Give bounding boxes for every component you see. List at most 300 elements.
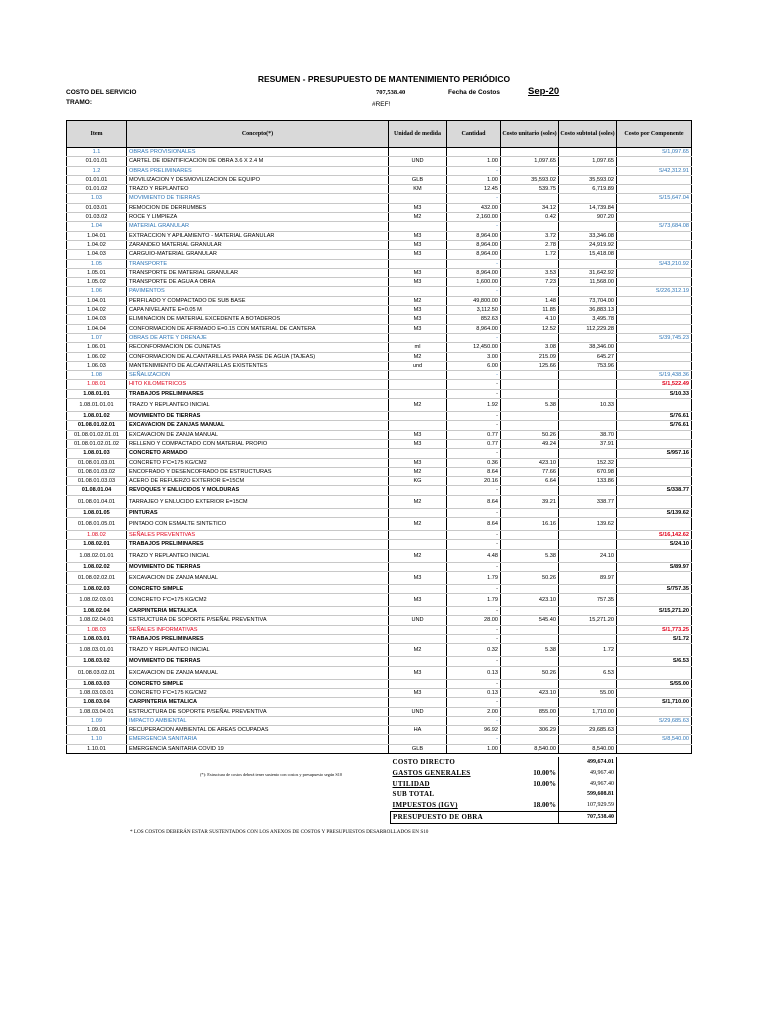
- table-row: [67, 530, 692, 539]
- summary-value: 49,967.40: [559, 779, 617, 790]
- row-unidad: [389, 194, 447, 203]
- row-unidad: UND: [389, 616, 447, 625]
- table-row: [67, 666, 692, 679]
- row-unidad: M3: [389, 203, 447, 212]
- summary-label: UTILIDAD: [392, 779, 430, 788]
- row-costo-componente: [617, 399, 692, 412]
- row-concepto: TRABAJOS PRELIMINARES: [127, 635, 389, 644]
- summary-value: 599,608.81: [559, 789, 617, 800]
- table-row: [67, 716, 692, 725]
- row-concepto: OBRAS PROVISIONALES: [127, 148, 389, 157]
- row-costo-subtotal: [559, 584, 617, 593]
- costo-servicio-value: 707,538.40: [376, 89, 406, 96]
- row-unidad: [389, 287, 447, 296]
- table-row: [67, 240, 692, 249]
- table-row: [67, 495, 692, 508]
- row-concepto: TRAZO Y REPLANTEO: [127, 185, 389, 194]
- row-unidad: KM: [389, 185, 447, 194]
- row-costo-unitario: 8,540.00: [501, 744, 559, 753]
- row-costo-unitario: 125.66: [501, 361, 559, 370]
- row-cantidad: 432.00: [447, 203, 501, 212]
- row-concepto: RECONFORMACION DE CUNETAS: [127, 343, 389, 352]
- row-concepto: MOVILIZACION Y DESMOVILIZACION DE EQUIPO: [127, 175, 389, 184]
- table-row: [67, 430, 692, 439]
- row-unidad: M2: [389, 213, 447, 222]
- row-costo-unitario: 5.38: [501, 399, 559, 412]
- row-item: 1.08.02: [67, 530, 127, 539]
- row-costo-unitario: 3.53: [501, 268, 559, 277]
- row-concepto: EXTRACCION Y APILAMIENTO - MATERIAL GRANULAR: [127, 231, 389, 240]
- row-concepto: CONFORMACION DE AFIRMADO E=0.15 CON MATERIAL DE CANTERA: [127, 324, 389, 333]
- row-costo-componente: S/957.16: [617, 449, 692, 458]
- row-costo-componente: S/16,142.62: [617, 530, 692, 539]
- row-item: 01.08.01.03.02: [67, 467, 127, 476]
- row-concepto: ROCE Y LIMPIEZA: [127, 213, 389, 222]
- table-row: [67, 635, 692, 644]
- row-item: 1.06: [67, 287, 127, 296]
- row-item: 01.03.02: [67, 213, 127, 222]
- row-cantidad: -: [447, 716, 501, 725]
- row-costo-subtotal: 670.98: [559, 467, 617, 476]
- row-item: 1.05: [67, 259, 127, 268]
- row-costo-unitario: 423.10: [501, 594, 559, 607]
- row-item: 1.08.02.01.01: [67, 549, 127, 562]
- summary-percent: 10.00%: [533, 768, 556, 777]
- row-costo-unitario: 1.48: [501, 296, 559, 305]
- row-unidad: M2: [389, 467, 447, 476]
- row-concepto: ELIMINACION DE MATERIAL EXCEDENTE A BOTADEROS: [127, 315, 389, 324]
- row-item: 1.08.01.03: [67, 449, 127, 458]
- row-unidad: [389, 625, 447, 634]
- row-concepto: CONCRETO SIMPLE: [127, 679, 389, 688]
- fecha-costos-label: Fecha de Costos: [448, 89, 501, 96]
- row-unidad: [389, 508, 447, 517]
- row-cantidad: -: [447, 287, 501, 296]
- row-costo-unitario: [501, 657, 559, 666]
- row-costo-unitario: [501, 679, 559, 688]
- row-concepto: IMPACTO AMBIENTAL: [127, 716, 389, 725]
- row-cantidad: -: [447, 380, 501, 389]
- table-row: [67, 194, 692, 203]
- row-costo-unitario: [501, 508, 559, 517]
- row-unidad: [389, 421, 447, 430]
- row-item: 1.08.03.03: [67, 679, 127, 688]
- row-concepto: MOVIMIENTO DE TIERRAS: [127, 562, 389, 571]
- row-costo-componente: [617, 352, 692, 361]
- costo-servicio-label: COSTO DEL SERVICIO: [66, 89, 137, 96]
- row-item: 1.04.02: [67, 240, 127, 249]
- summary-value: 707,538.40: [559, 811, 617, 823]
- row-concepto: OBRAS DE ARTE Y DRENAJE: [127, 333, 389, 342]
- row-concepto: TRAZO Y REPLANTEO INICIAL: [127, 399, 389, 412]
- row-cantidad: 28.00: [447, 616, 501, 625]
- table-row: [67, 449, 692, 458]
- row-costo-componente: S/76.61: [617, 421, 692, 430]
- table-row: [67, 679, 692, 688]
- row-costo-unitario: [501, 562, 559, 571]
- row-costo-componente: [617, 666, 692, 679]
- budget-table-body: [67, 148, 692, 754]
- row-costo-subtotal: [559, 716, 617, 725]
- row-unidad: [389, 735, 447, 744]
- row-costo-componente: S/19,438.36: [617, 371, 692, 380]
- row-unidad: M2: [389, 517, 447, 530]
- row-costo-unitario: [501, 389, 559, 398]
- row-unidad: M2: [389, 549, 447, 562]
- row-unidad: M3: [389, 439, 447, 448]
- row-costo-componente: [617, 185, 692, 194]
- row-unidad: M2: [389, 644, 447, 657]
- row-costo-componente: [617, 477, 692, 486]
- row-costo-componente: [617, 324, 692, 333]
- row-costo-subtotal: [559, 380, 617, 389]
- row-cantidad: 1.79: [447, 594, 501, 607]
- row-costo-componente: [617, 707, 692, 716]
- row-costo-subtotal: 6,719.89: [559, 185, 617, 194]
- row-cantidad: 3,112.50: [447, 306, 501, 315]
- table-row: [67, 607, 692, 616]
- table-row: [67, 166, 692, 175]
- budget-table: [66, 120, 692, 754]
- row-costo-unitario: [501, 371, 559, 380]
- row-item: 01.03.01: [67, 203, 127, 212]
- row-costo-componente: [617, 250, 692, 259]
- summary-label: SUB TOTAL: [392, 790, 435, 799]
- table-row: [67, 389, 692, 398]
- col-header-unidad: Unidad de medida: [389, 121, 447, 148]
- row-costo-componente: [617, 343, 692, 352]
- row-unidad: HA: [389, 726, 447, 735]
- row-unidad: [389, 716, 447, 725]
- row-item: 01.01.01: [67, 157, 127, 166]
- summary-value: 107,929.59: [559, 800, 617, 811]
- row-costo-unitario: [501, 449, 559, 458]
- row-concepto: TRAZO Y REPLANTEO INICIAL: [127, 549, 389, 562]
- row-cantidad: 1.00: [447, 157, 501, 166]
- row-concepto: CONCRETO F'C=175 KG/CM2: [127, 688, 389, 697]
- row-concepto: OBRAS PRELIMINARES: [127, 166, 389, 175]
- table-row: [67, 421, 692, 430]
- row-costo-unitario: 6.64: [501, 477, 559, 486]
- row-costo-subtotal: 3,495.78: [559, 315, 617, 324]
- summary-percent: 18.00%: [533, 801, 556, 810]
- row-item: 1.08.02.04.01: [67, 616, 127, 625]
- summary-row: [391, 768, 617, 779]
- row-concepto: REMOCION DE DERRUMBES: [127, 203, 389, 212]
- row-concepto: TARRAJEO Y ENLUCIDO EXTERIOR E=15CM: [127, 495, 389, 508]
- row-item: 1.08.01: [67, 380, 127, 389]
- row-unidad: [389, 584, 447, 593]
- row-unidad: [389, 148, 447, 157]
- row-concepto: CONCRETO ARMADO: [127, 449, 389, 458]
- row-concepto: CONCRETO SIMPLE: [127, 584, 389, 593]
- row-concepto: EMERGENCIA SANITARIA COVID 19: [127, 744, 389, 753]
- row-costo-componente: [617, 744, 692, 753]
- row-costo-unitario: [501, 540, 559, 549]
- row-costo-unitario: 49.24: [501, 439, 559, 448]
- row-cantidad: -: [447, 679, 501, 688]
- summary-row: [391, 811, 617, 823]
- table-row: [67, 352, 692, 361]
- row-item: 1.08.01.05: [67, 508, 127, 517]
- table-row: [67, 361, 692, 370]
- row-cantidad: 8,964.00: [447, 268, 501, 277]
- summary-label: COSTO DIRECTO: [392, 758, 456, 766]
- row-costo-unitario: [501, 222, 559, 231]
- table-row: [67, 399, 692, 412]
- structure-note: (*): Estructura de costos deberá tener sustento con costos y presupuesto según S10: [200, 772, 343, 777]
- row-costo-subtotal: 1,710.00: [559, 707, 617, 716]
- row-cantidad: 1.79: [447, 571, 501, 584]
- row-cantidad: 0.13: [447, 688, 501, 697]
- row-costo-componente: [617, 517, 692, 530]
- row-cantidad: -: [447, 333, 501, 342]
- table-row: [67, 268, 692, 277]
- row-item: 01.08.01.03.03: [67, 477, 127, 486]
- row-costo-subtotal: 33,346.08: [559, 231, 617, 240]
- row-unidad: [389, 259, 447, 268]
- summary-row: [391, 789, 617, 800]
- row-costo-componente: [617, 430, 692, 439]
- row-costo-unitario: [501, 287, 559, 296]
- row-costo-unitario: 306.29: [501, 726, 559, 735]
- row-item: 01.08.01.03.01: [67, 458, 127, 467]
- row-costo-subtotal: 36,883.13: [559, 306, 617, 315]
- row-concepto: CAPA NIVELANTE E=0.05 M: [127, 306, 389, 315]
- footer-note: * LOS COSTOS DEBERÁN ESTAR SUSTENTADOS CON LOS ANEXOS DE COSTOS Y PRESUPUESTOS DESARROLLADOS EN S10: [130, 829, 429, 835]
- row-item: 1.08.03.04: [67, 698, 127, 707]
- table-row: [67, 486, 692, 495]
- row-costo-subtotal: [559, 635, 617, 644]
- row-item: 01.08.02.02.01: [67, 571, 127, 584]
- row-item: 1.04: [67, 222, 127, 231]
- row-costo-subtotal: 29,685.63: [559, 726, 617, 735]
- row-concepto: EXCAVACION DE ZANJA MANUAL: [127, 430, 389, 439]
- row-costo-subtotal: 907.20: [559, 213, 617, 222]
- table-row: [67, 259, 692, 268]
- row-unidad: M3: [389, 278, 447, 287]
- table-row: [67, 571, 692, 584]
- row-item: 1.04.01: [67, 296, 127, 305]
- row-costo-unitario: 4.10: [501, 315, 559, 324]
- row-item: 01.08.01.05.01: [67, 517, 127, 530]
- row-unidad: M2: [389, 352, 447, 361]
- table-row: [67, 380, 692, 389]
- row-unidad: [389, 635, 447, 644]
- row-cantidad: 8,964.00: [447, 240, 501, 249]
- row-cantidad: 0.32: [447, 644, 501, 657]
- row-costo-componente: [617, 231, 692, 240]
- row-item: 1.04.01: [67, 231, 127, 240]
- row-unidad: M3: [389, 458, 447, 467]
- row-costo-unitario: 16.16: [501, 517, 559, 530]
- row-cantidad: -: [447, 698, 501, 707]
- row-item: 1.08.03.01: [67, 635, 127, 644]
- row-concepto: PAVIMENTOS: [127, 287, 389, 296]
- row-unidad: und: [389, 361, 447, 370]
- row-costo-unitario: 539.75: [501, 185, 559, 194]
- row-costo-subtotal: [559, 562, 617, 571]
- row-unidad: M3: [389, 240, 447, 249]
- row-costo-componente: [617, 306, 692, 315]
- row-costo-unitario: [501, 486, 559, 495]
- row-item: 01.01.01: [67, 175, 127, 184]
- row-item: 1.10.01: [67, 744, 127, 753]
- row-unidad: M2: [389, 399, 447, 412]
- row-concepto: EXCAVACION DE ZANJA MANUAL: [127, 571, 389, 584]
- row-item: 01.08.01.02.01.02: [67, 439, 127, 448]
- row-cantidad: -: [447, 508, 501, 517]
- row-costo-unitario: 215.09: [501, 352, 559, 361]
- row-unidad: [389, 371, 447, 380]
- summary-percent: [509, 757, 559, 768]
- row-costo-componente: [617, 157, 692, 166]
- row-item: 1.04.03: [67, 315, 127, 324]
- row-item: 1.04.04: [67, 324, 127, 333]
- row-costo-unitario: [501, 380, 559, 389]
- row-cantidad: -: [447, 222, 501, 231]
- row-costo-componente: S/42,312.91: [617, 166, 692, 175]
- row-concepto: RELLENO Y COMPACTADO CON MATERIAL PROPIO: [127, 439, 389, 448]
- row-item: 1.08: [67, 371, 127, 380]
- row-concepto: CONCRETO F'C=175 KG/CM2: [127, 594, 389, 607]
- table-row: [67, 726, 692, 735]
- row-costo-componente: [617, 549, 692, 562]
- row-item: 1.2: [67, 166, 127, 175]
- row-unidad: M3: [389, 306, 447, 315]
- row-costo-unitario: [501, 421, 559, 430]
- row-unidad: [389, 449, 447, 458]
- table-row: [67, 231, 692, 240]
- table-row: [67, 549, 692, 562]
- row-concepto: ZARANDEO MATERIAL GRANULAR: [127, 240, 389, 249]
- table-row: [67, 594, 692, 607]
- row-costo-subtotal: [559, 194, 617, 203]
- row-cantidad: 1,600.00: [447, 278, 501, 287]
- row-concepto: ENCOFRADO Y DESENCOFRADO DE ESTRUCTURAS: [127, 467, 389, 476]
- row-unidad: M2: [389, 495, 447, 508]
- row-costo-componente: [617, 439, 692, 448]
- row-costo-subtotal: [559, 166, 617, 175]
- table-row: [67, 343, 692, 352]
- row-costo-componente: S/15,647.04: [617, 194, 692, 203]
- row-costo-componente: [617, 495, 692, 508]
- row-cantidad: -: [447, 540, 501, 549]
- row-concepto: TRABAJOS PRELIMINARES: [127, 389, 389, 398]
- summary-percent: 10.00%: [533, 779, 556, 788]
- row-costo-subtotal: 24,919.92: [559, 240, 617, 249]
- row-unidad: M3: [389, 571, 447, 584]
- row-cantidad: 0.36: [447, 458, 501, 467]
- row-item: 1.08.01.01.01: [67, 399, 127, 412]
- tramo-label: TRAMO:: [66, 99, 92, 106]
- row-costo-subtotal: 24.10: [559, 549, 617, 562]
- row-costo-componente: S/43,210.92: [617, 259, 692, 268]
- table-row: [67, 175, 692, 184]
- row-concepto: SEÑALES PREVENTIVAS: [127, 530, 389, 539]
- row-cantidad: 2.00: [447, 707, 501, 716]
- row-cantidad: [447, 148, 501, 157]
- row-cantidad: 2,160.00: [447, 213, 501, 222]
- row-costo-subtotal: [559, 333, 617, 342]
- row-costo-subtotal: 8,540.00: [559, 744, 617, 753]
- row-costo-componente: S/1,773.25: [617, 625, 692, 634]
- row-unidad: M2: [389, 296, 447, 305]
- row-unidad: M3: [389, 666, 447, 679]
- row-item: 1.08.03.03.01: [67, 688, 127, 697]
- row-unidad: [389, 412, 447, 421]
- row-costo-subtotal: 338.77: [559, 495, 617, 508]
- row-item: 1.08.03.02: [67, 657, 127, 666]
- row-costo-componente: [617, 175, 692, 184]
- row-costo-componente: [617, 458, 692, 467]
- row-unidad: KG: [389, 477, 447, 486]
- row-item: 01.08.01.02.01: [67, 421, 127, 430]
- row-item: 1.10: [67, 735, 127, 744]
- table-row: [67, 213, 692, 222]
- row-costo-unitario: 11.85: [501, 306, 559, 315]
- row-cantidad: 8,964.00: [447, 324, 501, 333]
- col-header-item: Item: [67, 121, 127, 148]
- row-unidad: [389, 679, 447, 688]
- row-costo-componente: S/757.35: [617, 584, 692, 593]
- row-costo-componente: [617, 688, 692, 697]
- row-cantidad: -: [447, 584, 501, 593]
- row-costo-unitario: 0.42: [501, 213, 559, 222]
- row-concepto: EXCAVACION DE ZANJAS MANUAL: [127, 421, 389, 430]
- row-concepto: SEÑALES INFORMATIVAS: [127, 625, 389, 634]
- row-item: 1.08.02.02: [67, 562, 127, 571]
- table-row: [67, 467, 692, 476]
- row-costo-componente: S/1,097.65: [617, 148, 692, 157]
- row-costo-componente: S/139.62: [617, 508, 692, 517]
- row-costo-subtotal: 15,418.08: [559, 250, 617, 259]
- row-unidad: [389, 698, 447, 707]
- row-item: 1.08.03: [67, 625, 127, 634]
- table-row: [67, 222, 692, 231]
- row-unidad: M3: [389, 430, 447, 439]
- summary-percent: [509, 789, 559, 800]
- row-costo-unitario: [501, 333, 559, 342]
- table-row: [67, 517, 692, 530]
- row-costo-subtotal: 133.86: [559, 477, 617, 486]
- row-costo-componente: S/55.00: [617, 679, 692, 688]
- row-cantidad: 20.16: [447, 477, 501, 486]
- row-costo-componente: S/338.77: [617, 486, 692, 495]
- row-costo-subtotal: 152.32: [559, 458, 617, 467]
- col-header-costo-subtotal: Costo subtotal (soles): [559, 121, 617, 148]
- row-costo-subtotal: [559, 657, 617, 666]
- row-costo-subtotal: 38,346.00: [559, 343, 617, 352]
- row-unidad: [389, 166, 447, 175]
- row-costo-componente: [617, 315, 692, 324]
- row-cantidad: -: [447, 562, 501, 571]
- row-costo-subtotal: [559, 148, 617, 157]
- row-costo-subtotal: 37.91: [559, 439, 617, 448]
- row-costo-componente: [617, 467, 692, 476]
- table-header-row: [67, 121, 692, 148]
- row-unidad: GLB: [389, 744, 447, 753]
- row-concepto: CONFORMACION DE ALCANTARILLAS PARA PASE DE AGUA (TAJEAS): [127, 352, 389, 361]
- row-cantidad: 8.64: [447, 517, 501, 530]
- row-cantidad: 3.00: [447, 352, 501, 361]
- row-costo-subtotal: 14,739.84: [559, 203, 617, 212]
- row-concepto: MATERIAL GRANULAR: [127, 222, 389, 231]
- row-costo-componente: S/29,685.63: [617, 716, 692, 725]
- row-concepto: MOVIMIENTO DE TIERRAS: [127, 657, 389, 666]
- row-concepto: CARTEL DE IDENTIFICACION DE OBRA 3.6 X 2.4 M: [127, 157, 389, 166]
- row-concepto: CONCRETO F'C=175 KG/CM2: [127, 458, 389, 467]
